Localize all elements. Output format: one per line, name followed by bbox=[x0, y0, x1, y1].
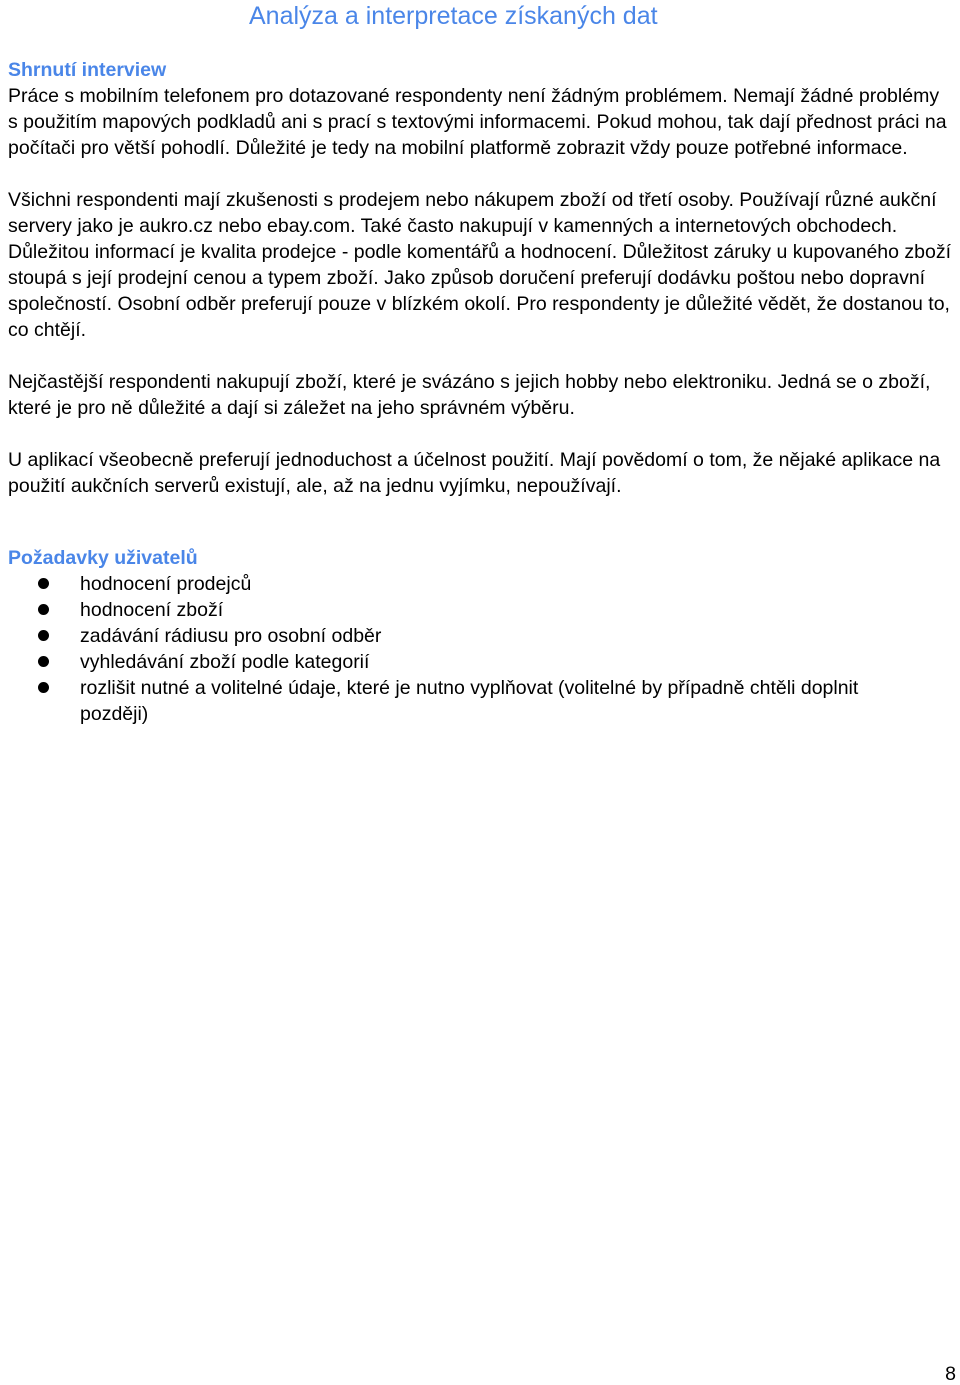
requirements-list bbox=[8, 571, 952, 727]
bullet-icon bbox=[38, 682, 49, 693]
bullet-icon bbox=[38, 630, 49, 641]
paragraph-purchased-goods: Nejčastější respondenti nakupují zboží, které je svázáno s jejich hobby nebo elektroniku. Jedná se o zboží, které je pro ně důležité a dají si záležet na jeho správném výběru. bbox=[8, 371, 931, 419]
list-item-text: vyhledávání zboží podle kategorií bbox=[80, 651, 370, 673]
list-item bbox=[8, 649, 930, 675]
list-item bbox=[8, 675, 930, 727]
section-heading-user-requirements: Požadavky uživatelů bbox=[8, 547, 198, 569]
document-page bbox=[8, 0, 952, 727]
bullet-icon bbox=[38, 656, 49, 667]
bullet-icon bbox=[38, 604, 49, 615]
list-item-text: hodnocení prodejců bbox=[80, 573, 252, 595]
page-number: 8 bbox=[945, 1363, 956, 1385]
list-item-text: rozlišit nutné a volitelné údaje, které je nutno vyplňovat (volitelné by případně chtěli doplnit později) bbox=[80, 677, 859, 725]
list-item bbox=[8, 623, 930, 649]
list-item-text: zadávání rádiusu pro osobní odběr bbox=[80, 625, 382, 647]
list-item bbox=[8, 597, 930, 623]
paragraph-app-preferences: U aplikací všeobecně preferují jednoduchost a účelnost použití. Mají povědomí o tom, že nějaké aplikace na použití aukčních serverů existují, ale, až na jednu vyjímku, nepoužívají. bbox=[8, 449, 941, 497]
paragraph-purchase-experience: Všichni respondenti mají zkušenosti s prodejem nebo nákupem zboží od třetí osoby. Používají různé aukční servery jako je aukro.cz nebo ebay.com. Také často nakupují v kamenných a internetových obchodech. Důležitou informací je kvalita prodejce - podle komentářů a hodnocení. Důležitost záruky u kupovaného zboží stoupá s její prodejní cenou a typem zboží. Jako způsob doručení preferují dodávku poštou nebo dopravní společností. Osobní odběr preferují pouze v blízkém okolí. Pro respondenty je důležité vědět, že dostanou to, co chtějí. bbox=[8, 189, 952, 341]
document-title: Analýza a interpretace získaných dat bbox=[249, 2, 658, 30]
paragraph-mobile-usage: Práce s mobilním telefonem pro dotazované respondenty není žádným problémem. Nemají žádné problémy s použitím mapových podkladů ani s prací s textovými informacemi. Pokud mohou, tak dají přednost práci na počítači pro větší pohodlí. Důležité je tedy na mobilní platformě zobrazit vždy pouze potřebné informace. bbox=[8, 85, 947, 159]
list-item-text: hodnocení zboží bbox=[80, 599, 224, 621]
section-heading-interview-summary: Shrnutí interview bbox=[8, 59, 167, 81]
list-item bbox=[8, 571, 930, 597]
bullet-icon bbox=[38, 578, 49, 589]
